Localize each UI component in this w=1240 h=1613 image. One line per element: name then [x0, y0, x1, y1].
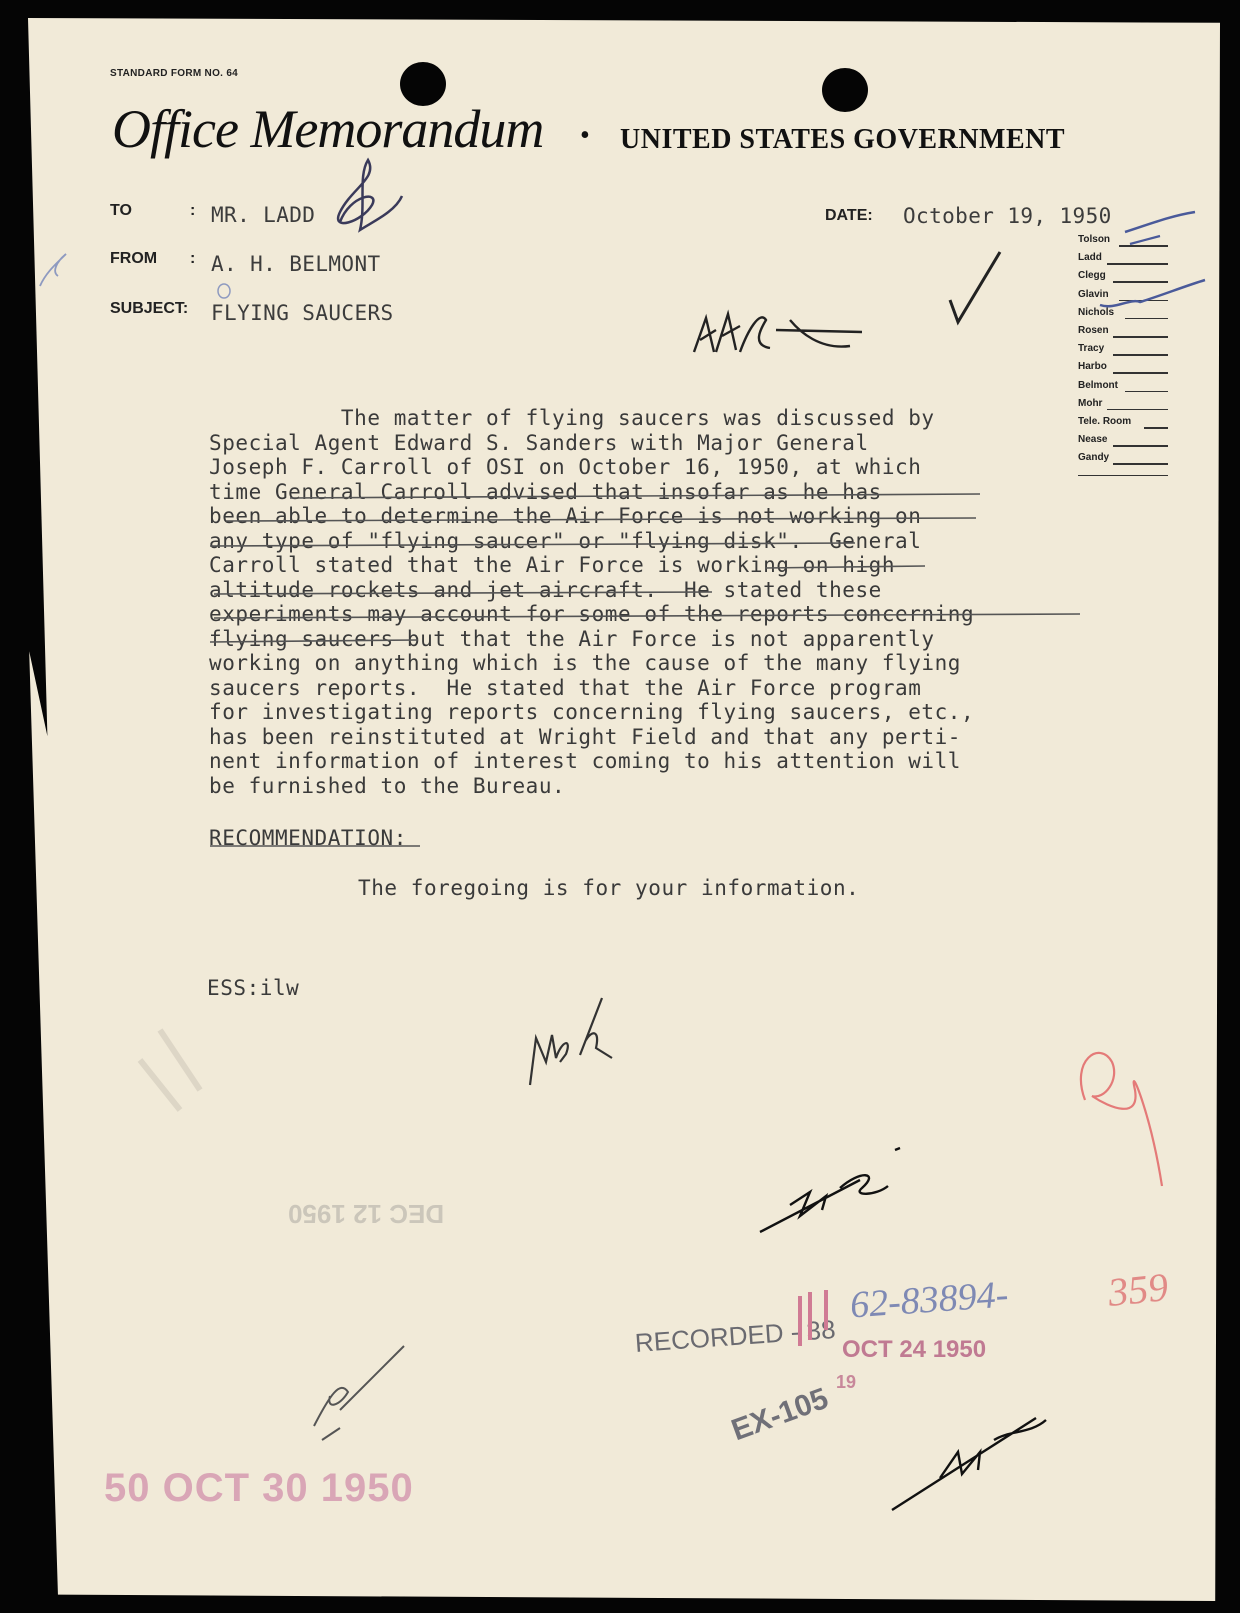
- routing-blank-line: [1107, 409, 1168, 411]
- routing-blank-line: [1113, 372, 1168, 374]
- body-line: experiments may account for some of the reports concerning: [209, 602, 975, 626]
- body-line: working on anything which is the cause of the many flying: [209, 651, 962, 675]
- body-line: nent information of interest coming to his attention will: [209, 749, 962, 773]
- punch-hole-right: [822, 68, 868, 112]
- to-label: TO: [110, 202, 132, 219]
- recorded-stamp: RECORDED - 38: [634, 1313, 837, 1358]
- routing-blank-line: [1113, 463, 1168, 465]
- date-label: DATE:: [825, 207, 873, 224]
- to-value: MR. LADD: [211, 203, 316, 227]
- routing-blank-line: [1119, 300, 1168, 302]
- body-line: Special Agent Edward S. Sanders with Major General: [209, 430, 869, 455]
- memo-page: [22, 18, 1220, 1601]
- routing-name: Clegg: [1078, 270, 1106, 282]
- from-value: A. H. BELMONT: [211, 252, 381, 276]
- memo-title: Office Memorandum: [112, 99, 544, 159]
- oct-date-stamp: OCT 24 1950: [842, 1336, 987, 1363]
- body-line: been able to determine the Air Force is not working on: [209, 504, 922, 528]
- from-colon: :: [190, 250, 196, 267]
- body-line: flying saucers but that the Air Force is not apparently: [209, 626, 935, 651]
- routing-blank-line: [1144, 427, 1168, 429]
- routing-blank-line: [1125, 318, 1168, 320]
- routing-name: Tolson: [1078, 234, 1111, 245]
- body-line: The matter of flying saucers was discussed by: [209, 406, 935, 430]
- title-separator: •: [580, 120, 590, 151]
- routing-name: Mohr: [1078, 397, 1103, 409]
- body-line: Carroll stated that the Air Force is working on high: [209, 553, 896, 577]
- small-19-stamp: 19: [836, 1372, 857, 1392]
- body-line: has been reinstituted at Wright Field and that any perti-: [209, 724, 962, 749]
- routing-blank-line: [1107, 263, 1168, 265]
- recommendation-heading: RECOMMENDATION:: [209, 826, 407, 850]
- serial-number: 359: [1105, 1263, 1171, 1316]
- received-stamp: 50 OCT 30 1950: [104, 1466, 414, 1510]
- body-line: for investigating reports concerning flying saucers, etc.,: [209, 700, 975, 724]
- routing-blank-line: [1113, 336, 1168, 338]
- body-line: be furnished to the Bureau.: [209, 773, 566, 798]
- routing-name: Glavin: [1078, 288, 1109, 300]
- routing-name: Tracy: [1078, 343, 1105, 355]
- form-number: STANDARD FORM NO. 64: [110, 68, 239, 79]
- body-line: any type of "flying saucer" or "flying disk". General: [209, 528, 922, 553]
- routing-name: Nease: [1078, 434, 1108, 446]
- routing-name: Tele. Room: [1078, 416, 1132, 427]
- recommendation-text: The foregoing is for your information.: [358, 876, 860, 900]
- routing-name: Nichols: [1078, 306, 1115, 318]
- body-line: altitude rockets and jet aircraft. He stated these: [209, 577, 882, 602]
- from-label: FROM: [110, 250, 158, 267]
- routing-name: Gandy: [1078, 452, 1110, 464]
- subject-value: FLYING SAUCERS: [211, 301, 394, 325]
- faded-stamp: DEC 12 1950: [288, 1199, 445, 1229]
- to-colon: :: [190, 202, 196, 219]
- routing-blank-line: [1119, 245, 1168, 247]
- routing-blank-line: [1113, 354, 1168, 356]
- body-line: Joseph F. Carroll of OSI on October 16, 1950, at which: [209, 455, 922, 479]
- organization-title: UNITED STATES GOVERNMENT: [620, 124, 1066, 155]
- typist-initials: ESS:ilw: [207, 976, 300, 1000]
- routing-blank-line: [1078, 475, 1168, 477]
- routing-blank-line: [1113, 281, 1168, 283]
- routing-name: Belmont: [1078, 379, 1118, 391]
- routing-blank-line: [1113, 445, 1168, 447]
- date-value: October 19, 1950: [903, 204, 1112, 228]
- routing-name: Ladd: [1078, 252, 1102, 264]
- subject-label: SUBJECT:: [110, 300, 189, 317]
- body-line: time General Carroll advised that insofar as he has: [209, 479, 882, 504]
- routing-name: Harbo: [1078, 361, 1107, 373]
- ex-number-stamp: EX-105: [727, 1381, 833, 1448]
- file-number: 62-83894-: [848, 1273, 1010, 1327]
- body-line: saucers reports. He stated that the Air Force program: [209, 675, 922, 700]
- routing-name: Rosen: [1078, 325, 1109, 336]
- routing-blank-line: [1125, 391, 1168, 393]
